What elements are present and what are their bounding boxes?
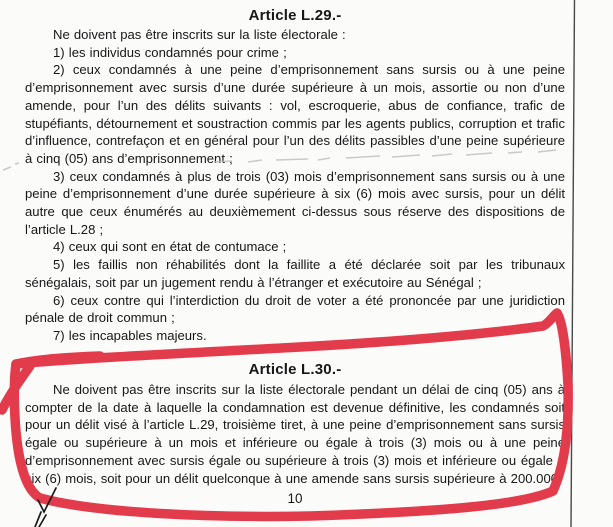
article-l29-item-2: 2) ceux condamnés à une peine d’emprisonnement sans sursis ou à une peine d’emprisonnement avec sursis d’une durée supérieure à un mois, assortie ou non d’une amende, pour l’un des délits suivants : vol, escroquerie, abus de confiance, trafic de stupéfiants, détournement et soustraction commis par les agents publics, corruption et trafic d’influence, contrefaçon et en général pour l’un des délits passibles d’une peine supérieure à cinq (05) ans d’emprisonnement ; [25, 62, 565, 166]
article-l30-body [25, 381, 565, 487]
article-l30-title: Article L.30.- [248, 361, 342, 378]
page-number: 10 [287, 491, 303, 506]
article-l29-item-1: 1) les individus condamnés pour crime ; [53, 44, 287, 60]
article-l29-body [25, 26, 565, 345]
article-l29-title: Article L.29.- [248, 7, 342, 24]
article-l30-paragraph: Ne doivent pas être inscrits sur la liste électorale pendant un délai de cinq (05) ans à compter de la date à laquelle la condamnation est devenue définitive, les condamnés soit pour un délit visé à l’article L.29, troisième tiret, à une peine d’emprisonnement sans sursis égale ou supérieure à un mois et inférieure ou égale à trois (3) mois ou à une peine d’emprisonnement avec sursis égale ou supérieure à trois (3) mois et inférieure ou égale à six (6) mois, soit pour un délit quelconque à une amende sans sursis supérieure à 200.000 [25, 382, 565, 486]
article-l29-intro: Ne doivent pas être inscrits sur la liste électorale : [53, 27, 346, 42]
article-l29-item-7: 7) les incapables majeurs. [53, 327, 207, 343]
article-l29-item-3: 3) ceux condamnés à plus de trois (03) mois d’emprisonnement sans sursis ou à une peine d’emprisonnement d’une durée supérieure à six (6) mois avec sursis, pour un délit autre que ceux énumérés au deuxièmement ci-dessus sous réserve des dispositions de l’article L.28 ; [25, 168, 565, 237]
article-l29-item-6: 6) ceux contre qui l’interdiction du droit de voter a été prononcée par une juridiction pénale de droit commun ; [25, 292, 565, 326]
article-l29-item-4: 4) ceux qui sont en état de contumace ; [53, 239, 287, 255]
page-edge-line [571, 0, 575, 527]
article-l29-item-5: 5) les faillis non réhabilités dont la faillite a été déclarée soit par les tribunaux sénégalais, soit par un jugement rendu à l’étranger et exécutoire au Sénégal ; [25, 257, 565, 290]
